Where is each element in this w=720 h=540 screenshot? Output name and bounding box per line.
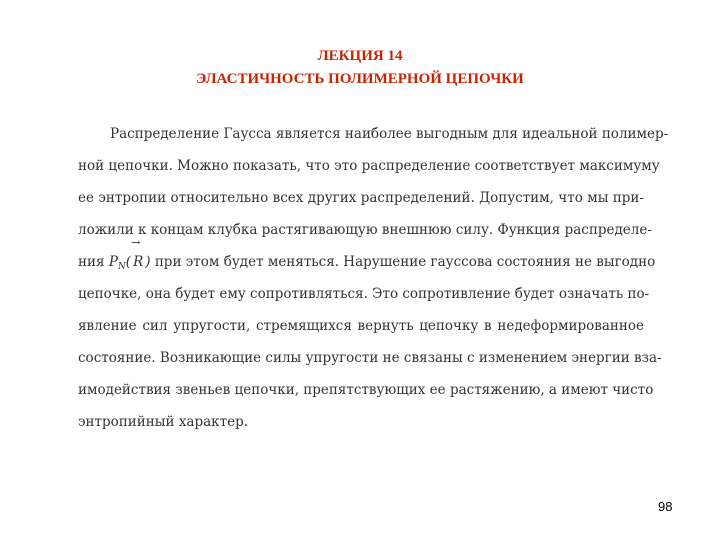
page-number: 98: [658, 499, 673, 514]
text-line: Распределение Гаусса является наиболее выгодным для идеальной полимер-: [110, 126, 669, 142]
text-fragment: ния: [78, 254, 105, 270]
text-line: имодействия звеньев цепочки, препятствующих ее растяжению, а имеют чисто: [78, 382, 654, 398]
formula-open-paren: (: [125, 254, 132, 270]
vector-arrow-icon: →: [131, 236, 141, 249]
body-paragraph: [78, 118, 669, 438]
text-fragment: при этом будет меняться. Нарушение гауссова состояния не выгодно: [154, 254, 656, 270]
formula-r: R: [133, 254, 144, 270]
text-line: ной цепочки. Можно показать, что это распределение соответствует максимуму: [78, 158, 660, 174]
text-line-with-formula: [78, 236, 656, 278]
lecture-topic: ЭЛАСТИЧНОСТЬ ПОЛИМЕРНОЙ ЦЕПОЧКИ: [196, 71, 524, 87]
formula-subscript: N: [117, 262, 126, 272]
text-line: явление сил упругости, стремящихся вернуть цепочку в недеформированное: [78, 318, 644, 334]
lecture-number: ЛЕКЦИЯ 14: [317, 48, 403, 64]
distribution-formula: [108, 236, 151, 272]
text-line: ее энтропии относительно всех других распределений. Допустим, что мы при-: [78, 190, 644, 206]
lecture-title: [0, 45, 720, 91]
text-line: состояние. Возникающие силы упругости не связаны с изменением энергии вза-: [78, 350, 662, 366]
formula-close-paren: ): [145, 254, 151, 270]
text-line: энтропийный характер.: [78, 414, 249, 430]
text-line: цепочке, она будет ему сопротивляться. Это сопротивление будет означать по-: [78, 286, 650, 302]
text-line: ложили к концам клубка растягивающую внешнюю силу. Функция распределе-: [78, 222, 652, 238]
formula-p: P: [108, 254, 118, 270]
vector-r: [131, 236, 145, 278]
